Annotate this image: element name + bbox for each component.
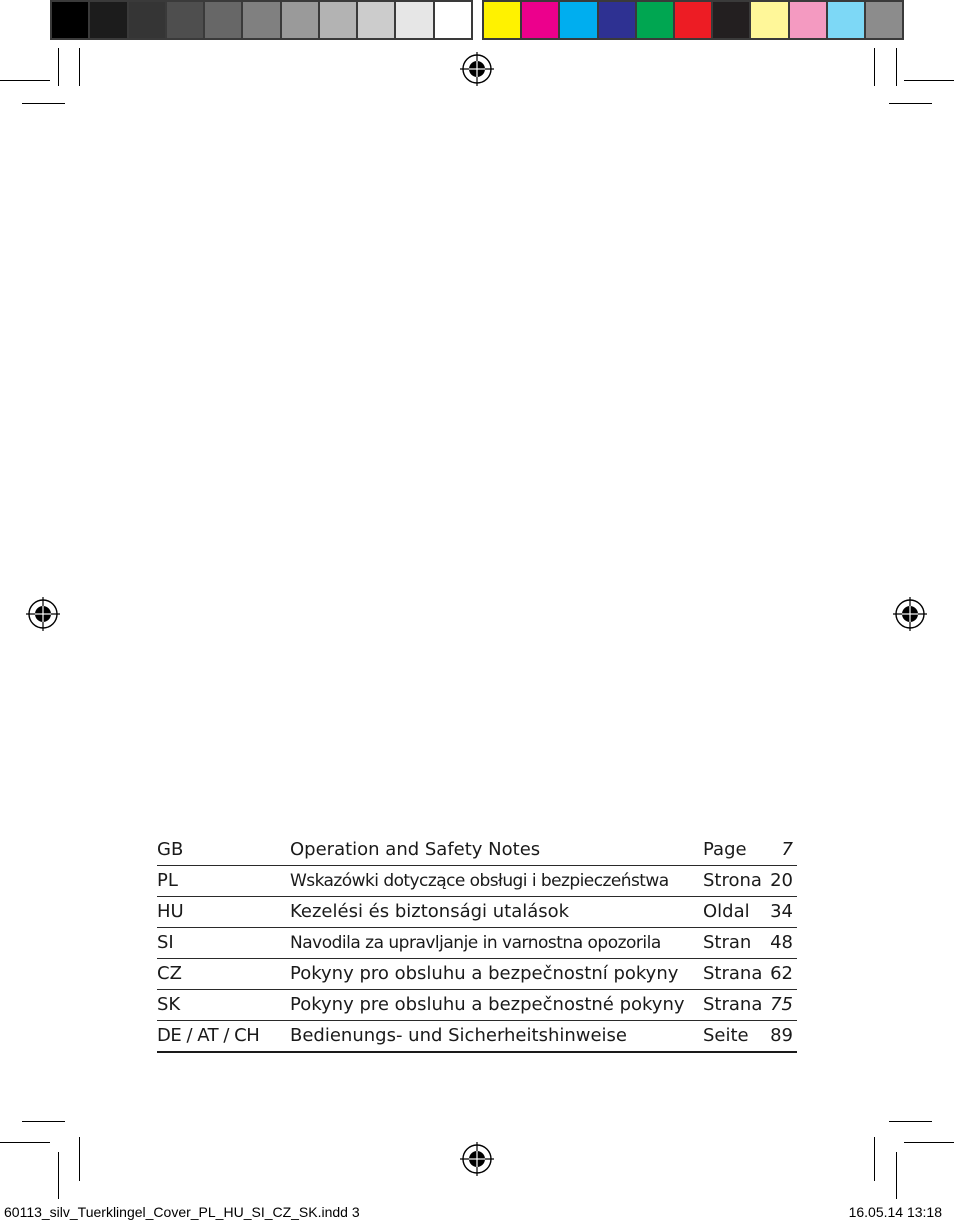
toc-row-cz[interactable] [157, 959, 797, 990]
color-swatch [243, 2, 279, 38]
toc-language-code: DE / AT / CH [157, 1025, 260, 1046]
toc-page-word: Page [703, 839, 747, 860]
color-swatch [205, 2, 241, 38]
crop-mark [0, 1142, 50, 1143]
color-swatch [790, 2, 826, 38]
toc-row-si[interactable] [157, 928, 797, 959]
crop-mark [22, 1121, 65, 1122]
color-swatch [675, 2, 711, 38]
toc-page-number: 62 [770, 963, 793, 984]
color-swatch [358, 2, 394, 38]
toc-page-number: 7 [781, 839, 793, 860]
crop-mark [889, 103, 932, 104]
color-swatch [522, 2, 558, 38]
color-control-bar [482, 0, 904, 40]
color-swatch [129, 2, 165, 38]
registration-mark-icon [460, 52, 494, 86]
crop-mark [904, 80, 954, 81]
toc-section-title: Kezelési és biztonsági utalások [290, 901, 570, 922]
crop-mark [58, 1152, 59, 1199]
toc-row-sk[interactable] [157, 990, 797, 1021]
toc-section-title: Wskazówki dotyczące obsługi i bezpieczeństwa [290, 871, 669, 891]
crop-mark [79, 48, 80, 86]
crop-mark [896, 1152, 897, 1199]
toc-page-word: Strona [703, 870, 762, 891]
toc-page-number: 75 [770, 994, 793, 1015]
toc-page-word: Oldal [703, 901, 750, 922]
toc-row-pl[interactable] [157, 866, 797, 897]
slug-filename: 60113_silv_Tuerklingel_Cover_PL_HU_SI_CZ_SK.indd 3 [4, 1204, 360, 1220]
registration-mark-icon [460, 1142, 494, 1176]
crop-mark [58, 48, 59, 86]
toc-row-hu[interactable] [157, 897, 797, 928]
toc-section-title: Bedienungs- und Sicherheitshinweise [290, 1025, 628, 1046]
toc-row-gb[interactable] [157, 835, 797, 866]
toc-page-word: Strana [703, 963, 763, 984]
toc-section-title: Pokyny pre obsluhu a bezpečnostné pokyny [290, 994, 685, 1015]
toc-language-code: CZ [157, 963, 182, 984]
color-swatch [396, 2, 432, 38]
toc-language-code: SK [157, 994, 181, 1015]
slug-date-time: 16.05.14 13:18 [848, 1204, 942, 1220]
color-swatch [52, 2, 88, 38]
color-swatch [713, 2, 749, 38]
toc-page-word: Strana [703, 994, 763, 1015]
color-swatch [167, 2, 203, 38]
color-swatch [599, 2, 635, 38]
color-swatch [866, 2, 902, 38]
crop-mark [904, 1142, 954, 1143]
table-of-contents [157, 835, 797, 1053]
color-swatch [282, 2, 318, 38]
toc-language-code: SI [157, 932, 174, 953]
toc-section-title: Navodila za upravljanje in varnostna opozorila [290, 933, 661, 953]
crop-mark [79, 1137, 80, 1181]
color-swatch [560, 2, 596, 38]
toc-section-title: Pokyny pro obsluhu a bezpečnostní pokyny [290, 963, 679, 984]
crop-mark [874, 48, 875, 86]
registration-mark-icon [26, 597, 60, 631]
grayscale-control-bar [50, 0, 473, 40]
color-swatch [828, 2, 864, 38]
toc-language-code: GB [157, 839, 184, 860]
crop-mark [22, 103, 65, 104]
crop-mark [0, 80, 50, 81]
crop-mark [896, 48, 897, 86]
toc-page-word: Seite [703, 1025, 749, 1046]
color-swatch [751, 2, 787, 38]
color-swatch [484, 2, 520, 38]
color-swatch [90, 2, 126, 38]
crop-mark [874, 1137, 875, 1181]
color-swatch [435, 2, 471, 38]
toc-page-number: 34 [770, 901, 793, 922]
color-swatch [637, 2, 673, 38]
registration-mark-icon [893, 597, 927, 631]
toc-section-title: Operation and Safety Notes [290, 839, 541, 860]
toc-row-de-at-ch[interactable] [157, 1021, 797, 1053]
toc-page-number: 48 [770, 932, 793, 953]
toc-language-code: HU [157, 901, 184, 922]
toc-page-number: 20 [770, 870, 793, 891]
toc-page-number: 89 [770, 1025, 793, 1046]
toc-page-word: Stran [703, 932, 752, 953]
color-swatch [320, 2, 356, 38]
crop-mark [889, 1121, 932, 1122]
toc-language-code: PL [157, 870, 178, 891]
